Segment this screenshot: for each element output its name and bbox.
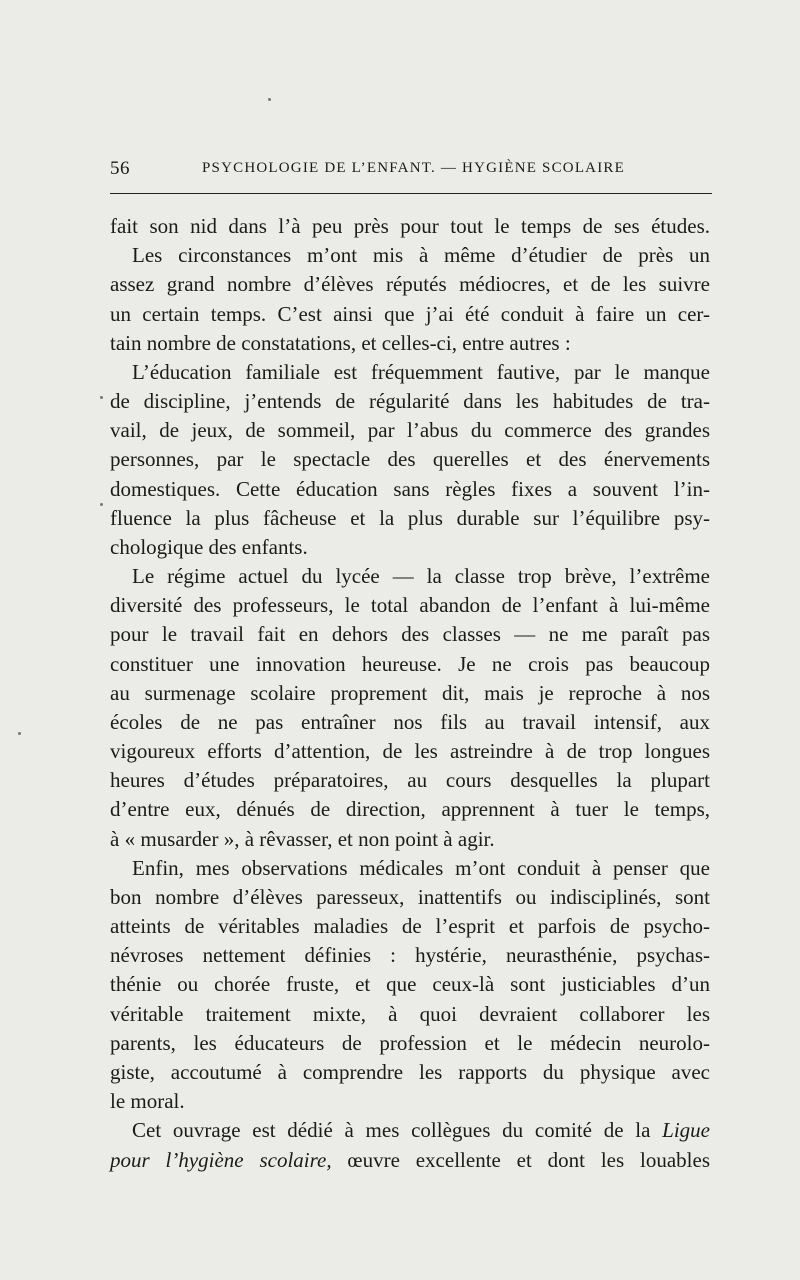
text-line: bon nombre d’élèves paresseux, inattentifs ou indisciplinés, sont bbox=[110, 884, 710, 909]
text-line: un certain temps. C’est ainsi que j’ai été conduit à faire un cer- bbox=[110, 301, 710, 326]
text-line: tain nombre de constatations, et celles-ci, entre autres : bbox=[110, 330, 571, 355]
text-line: pour le travail fait en dehors des classes — ne me paraît pas bbox=[110, 622, 710, 647]
text-line: écoles de ne pas entraîner nos fils au travail intensif, aux bbox=[110, 709, 710, 734]
text-line: fluence la plus fâcheuse et la plus durable sur l’équilibre psy- bbox=[110, 505, 710, 530]
text-line: au surmenage scolaire proprement dit, mais je reproche à nos bbox=[110, 680, 710, 705]
text-line: parents, les éducateurs de profession et le médecin neurolo- bbox=[110, 1030, 710, 1055]
text-line bbox=[110, 1116, 710, 1145]
text-line: diversité des professeurs, le total abandon de l’enfant à lui-même bbox=[110, 593, 710, 618]
text-line: chologique des enfants. bbox=[110, 534, 308, 559]
italic-run: Ligue bbox=[662, 1118, 710, 1143]
text-line: L’éducation familiale est fréquemment fautive, par le manque bbox=[132, 359, 710, 384]
italic-run: pour l’hygiène scolaire, bbox=[110, 1147, 332, 1172]
text-line bbox=[110, 1146, 710, 1175]
text-line: atteints de véritables maladies de l’esprit et parfois de psycho- bbox=[110, 914, 710, 939]
text-line: d’entre eux, dénués de direction, apprennent à tuer le temps, bbox=[110, 797, 710, 822]
text-line: Les circonstances m’ont mis à même d’étudier de près un bbox=[132, 243, 710, 268]
running-head bbox=[110, 158, 710, 182]
text-line: fait son nid dans l’à peu près pour tout le temps de ses études. bbox=[110, 214, 710, 238]
paper-speck bbox=[18, 732, 21, 735]
text-line: le moral. bbox=[110, 1089, 185, 1114]
text-line: Enfin, mes observations médicales m’ont conduit à penser que bbox=[132, 855, 710, 880]
text-line: personnes, par le spectacle des querelles et des énervements bbox=[110, 447, 710, 472]
header-rule bbox=[110, 193, 712, 194]
text-line: vail, de jeux, de sommeil, par l’abus du commerce des grandes bbox=[110, 418, 710, 443]
paper-speck bbox=[100, 503, 103, 506]
paper-speck bbox=[268, 98, 271, 101]
text-line: assez grand nombre d’élèves réputés médiocres, et de les suivre bbox=[110, 272, 710, 297]
text-line: névroses nettement définies : hystérie, neurasthénie, psychas- bbox=[110, 943, 710, 968]
page-number: 56 bbox=[110, 158, 130, 179]
text-line: à « musarder », à rêvasser, et non point à agir. bbox=[110, 826, 495, 851]
text-line: de discipline, j’entends de régularité dans les habitudes de tra- bbox=[110, 389, 710, 414]
running-head-title: PSYCHOLOGIE DE L’ENFANT. — HYGIÈNE SCOLAIRE bbox=[202, 160, 625, 176]
text-line: constituer une innovation heureuse. Je ne crois pas beaucoup bbox=[110, 651, 710, 676]
text-run: Cet ouvrage est dédié à mes collègues du comité de la bbox=[132, 1118, 663, 1143]
text-line: Le régime actuel du lycée — la classe trop brève, l’extrême bbox=[132, 564, 710, 589]
body-text bbox=[110, 212, 710, 1175]
text-line: domestiques. Cette éducation sans règles fixes a souvent l’in- bbox=[110, 476, 710, 501]
text-line: véritable traitement mixte, à quoi devraient collaborer les bbox=[110, 1001, 710, 1026]
paper-speck bbox=[100, 396, 103, 399]
text-line: giste, accoutumé à comprendre les rapports du physique avec bbox=[110, 1059, 710, 1084]
text-line: vigoureux efforts d’attention, de les astreindre à de trop longues bbox=[110, 739, 710, 764]
text-run: œuvre excellente et dont les louables bbox=[331, 1147, 710, 1172]
text-line: thénie ou chorée fruste, et que ceux-là sont justiciables d’un bbox=[110, 972, 710, 997]
text-line: heures d’études préparatoires, au cours desquelles la plupart bbox=[110, 768, 710, 793]
